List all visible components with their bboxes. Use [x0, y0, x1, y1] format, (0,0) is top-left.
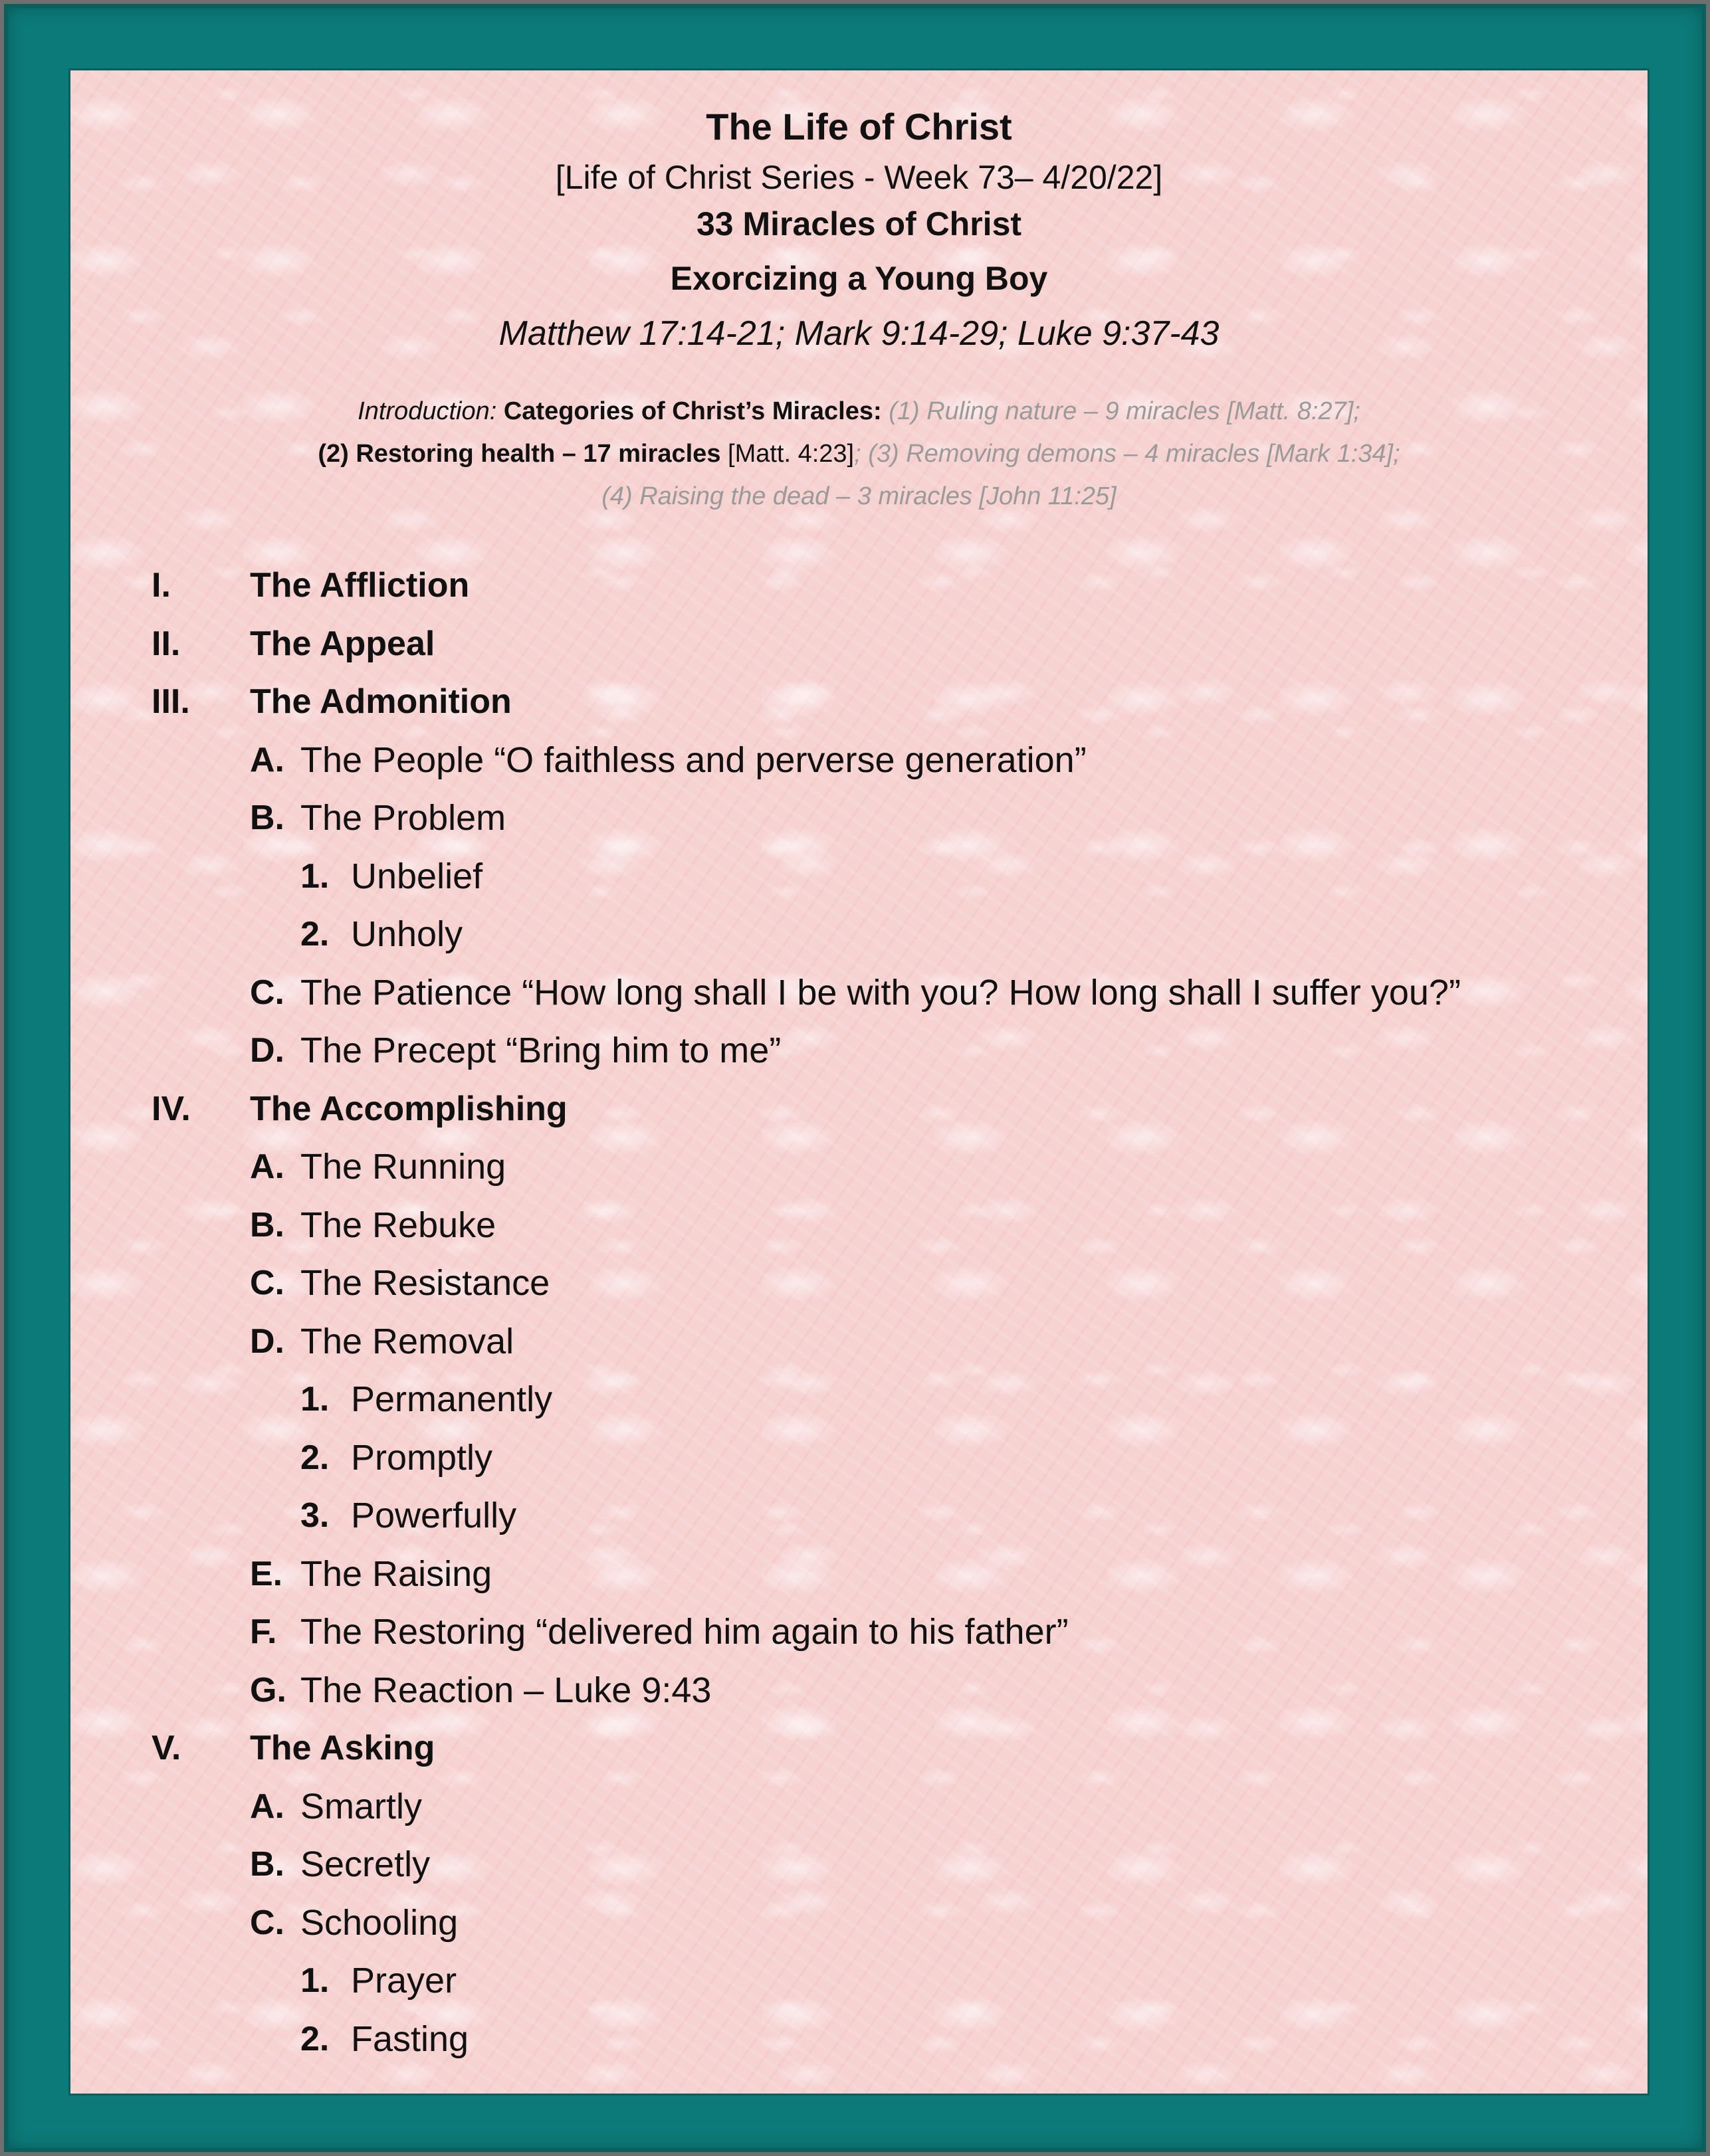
category-2-reference: [Matt. 4:23] [728, 440, 855, 468]
subtitle: 33 Miracles of Christ [696, 205, 1022, 243]
outline-number: E. [250, 1555, 283, 1593]
category-4: (4) Raising the dead – 3 miracles [John 11:25] [601, 482, 1117, 510]
outline-number: 2. [300, 915, 330, 953]
introduction-line-3 [70, 482, 1648, 511]
outline-number: 1. [300, 857, 330, 896]
outline-text: Fasting [351, 2019, 469, 2059]
document-page [70, 70, 1648, 2094]
category-3: ; (3) Removing demons – 4 miracles [Mark 1:34]; [854, 440, 1400, 468]
outline-number: I. [152, 566, 171, 605]
outline-number: II. [152, 625, 181, 663]
outline-text: The Precept “Bring him to me” [300, 1030, 782, 1070]
outline-text: Promptly [351, 1438, 493, 1478]
outline-text: The Rebuke [300, 1205, 496, 1245]
scripture-reference: Matthew 17:14-21; Mark 9:14-29; Luke 9:37-43 [498, 314, 1220, 353]
outline-number: G. [250, 1671, 286, 1710]
outline-number: 1. [300, 1380, 330, 1419]
outline-text: Prayer [351, 1961, 457, 2001]
outline-number: A. [250, 1787, 284, 1826]
outline-text: The Patience “How long shall I be with you? How long shall I suffer you?” [300, 973, 1461, 1013]
outline-text: The Appeal [250, 625, 435, 663]
topic-heading: Exorcizing a Young Boy [670, 260, 1048, 297]
outline-text: The People “O faithless and perverse generation” [300, 740, 1087, 780]
introduction-label: Introduction: [358, 397, 497, 425]
outline-number: D. [250, 1031, 284, 1070]
outline-number: B. [250, 1845, 284, 1884]
outline-text: The Restoring “delivered him again to his father” [300, 1612, 1069, 1652]
outline-number: B. [250, 799, 284, 837]
outline-text: Powerfully [351, 1496, 517, 1535]
outline-number: IV. [152, 1090, 191, 1128]
outline-text: Unholy [351, 914, 463, 954]
outline-text: The Raising [300, 1554, 492, 1594]
outline-number: III. [152, 682, 190, 721]
teal-frame [4, 4, 1706, 2152]
outline-number: C. [250, 973, 284, 1012]
introduction-line-2 [70, 440, 1648, 468]
outline-text: The Removal [300, 1322, 514, 1361]
outline-text: Secretly [300, 1844, 431, 1884]
outline-number: A. [250, 1147, 284, 1186]
outline-text: Permanently [351, 1379, 553, 1419]
outline-number: C. [250, 1904, 284, 1942]
outline-text: The Resistance [300, 1263, 550, 1303]
outline-text: The Running [300, 1147, 506, 1187]
outline-text: The Reaction – Luke 9:43 [300, 1670, 712, 1710]
outline-text: The Affliction [250, 566, 470, 605]
outline-number: V. [152, 1729, 181, 1767]
outline-text: The Accomplishing [250, 1090, 568, 1128]
outline-text: The Problem [300, 798, 506, 838]
category-2: (2) Restoring health – 17 miracles [318, 440, 721, 468]
outline-number: 2. [300, 2020, 330, 2058]
outline-number: 1. [300, 1961, 330, 2000]
page-title: The Life of Christ [706, 106, 1012, 147]
outline-number: 2. [300, 1438, 330, 1477]
categories-label: Categories of Christ’s Miracles: [503, 397, 882, 425]
outline-number: C. [250, 1264, 284, 1302]
outline-number: D. [250, 1322, 284, 1361]
outline-number: B. [250, 1206, 284, 1244]
outline-text: Unbelief [351, 856, 483, 896]
outline-number: F. [250, 1613, 277, 1651]
outline-number: A. [250, 741, 284, 779]
outline-text: The Asking [250, 1729, 435, 1767]
introduction-line-1 [70, 397, 1648, 426]
outline-number: 3. [300, 1496, 330, 1535]
series-line: [Life of Christ Series - Week 73– 4/20/22] [555, 159, 1163, 196]
category-1: (1) Ruling nature – 9 miracles [Matt. 8:27]; [889, 397, 1360, 425]
outline-text: The Admonition [250, 682, 512, 721]
outline-text: Schooling [300, 1903, 459, 1943]
outline-text: Smartly [300, 1787, 423, 1826]
